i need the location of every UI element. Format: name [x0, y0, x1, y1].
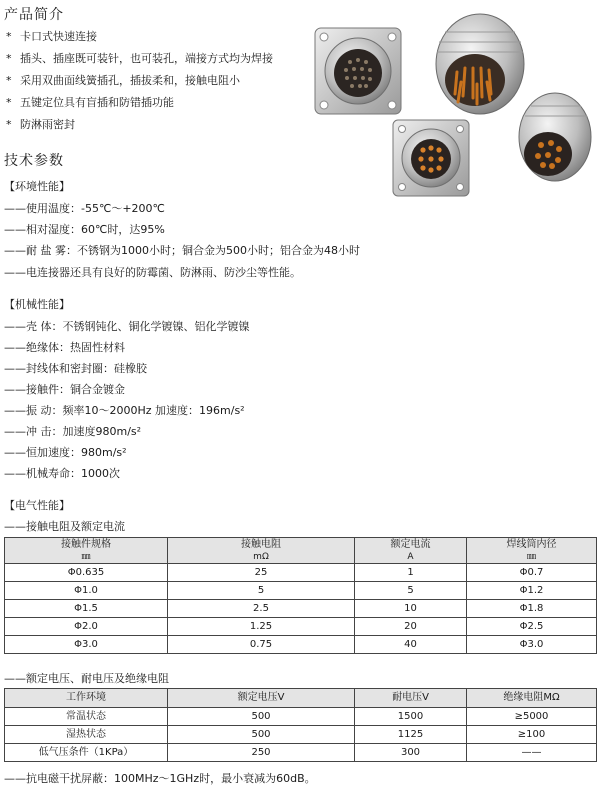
- table-cell: 0.75: [168, 636, 355, 654]
- table-cell: 1125: [355, 726, 467, 744]
- feature-item: [6, 72, 240, 88]
- table-cell: Φ1.0: [5, 582, 168, 600]
- table-row: [5, 744, 597, 762]
- feature-text: 五键定位具有盲插和防错插功能: [20, 96, 174, 109]
- table-cell: Φ1.2: [467, 582, 597, 600]
- feature-text: 插头、插座既可装针，也可装孔，端接方式均为焊接: [20, 52, 273, 65]
- contact-spec-table: [4, 537, 597, 654]
- table-row: [5, 636, 597, 654]
- table-cell: Φ1.5: [5, 600, 168, 618]
- table-row: [5, 708, 597, 726]
- connector-photo: [305, 2, 597, 202]
- table-cell: Φ3.0: [5, 636, 168, 654]
- table-header-cell: 焊线筒内径 ㎜: [467, 538, 597, 564]
- elec-heading: 【电气性能】: [4, 499, 70, 512]
- feature-text: 防淋雨密封: [20, 118, 75, 131]
- table-row: [5, 618, 597, 636]
- bullet-icon: *: [6, 30, 12, 43]
- plug-connector-2: [436, 14, 524, 114]
- mech-line: ——机械寿命：1000次: [4, 467, 120, 480]
- feature-item: [6, 116, 75, 132]
- table-cell: Φ2.5: [467, 618, 597, 636]
- env-line: ——电连接器还具有良好的防霉菌、防淋雨、防沙尘等性能。: [4, 266, 301, 279]
- table-cell: Φ0.635: [5, 564, 168, 582]
- table-cell: 40: [355, 636, 467, 654]
- mech-line: ——振 动：频率10～2000Hz 加速度：196m/s²: [4, 404, 245, 417]
- table-cell: 20: [355, 618, 467, 636]
- feature-text: 卡口式快速连接: [20, 30, 97, 43]
- env-line: ——耐 盐 雾：不锈钢为1000小时；铜合金为500小时；铝合金为48小时: [4, 244, 360, 257]
- bullet-icon: *: [6, 118, 12, 131]
- table-cell: 500: [168, 726, 355, 744]
- table-cell: 低气压条件（1KPa）: [5, 744, 168, 762]
- table-header-cell: 工作环境: [5, 689, 168, 708]
- table-cell: Φ3.0: [467, 636, 597, 654]
- intro-title: 产品简介: [4, 7, 64, 23]
- table-header-row: [5, 538, 597, 564]
- tech-title: 技术参数: [4, 153, 64, 169]
- table-cell: 300: [355, 744, 467, 762]
- table-cell: 常温状态: [5, 708, 168, 726]
- emi-shielding-line: ——抗电磁干扰屏蔽：100MHz～1GHz时，最小衰减为60dB。: [4, 772, 316, 785]
- table-cell: ≥5000: [467, 708, 597, 726]
- table-cell: 250: [168, 744, 355, 762]
- feature-item: [6, 94, 174, 110]
- table-cell: 1: [355, 564, 467, 582]
- table-header-cell: 额定电压V: [168, 689, 355, 708]
- table-cell: 25: [168, 564, 355, 582]
- table-cell: 1500: [355, 708, 467, 726]
- table-row: [5, 564, 597, 582]
- table-cell: 湿热状态: [5, 726, 168, 744]
- table-header-cell: 耐电压V: [355, 689, 467, 708]
- mech-line: ——绝缘体：热固性材料: [4, 341, 125, 354]
- mech-line: ——封线体和密封圈：硅橡胶: [4, 362, 147, 375]
- plug-connector-4: [519, 93, 591, 181]
- bullet-icon: *: [6, 74, 12, 87]
- bullet-icon: *: [6, 52, 12, 65]
- mech-line: ——冲 击：加速度980m/s²: [4, 425, 142, 438]
- table-cell: Φ2.0: [5, 618, 168, 636]
- table-cell: Φ1.8: [467, 600, 597, 618]
- table-row: [5, 726, 597, 744]
- table-row: [5, 600, 597, 618]
- table-cell: 10: [355, 600, 467, 618]
- voltage-spec-table: [4, 688, 597, 762]
- elec-sub-contact: ——接触电阻及额定电流: [4, 520, 125, 533]
- table-header-row: [5, 689, 597, 708]
- table-header-cell: 接触电阻 mΩ: [168, 538, 355, 564]
- table-cell: 1.25: [168, 618, 355, 636]
- table-cell: ——: [467, 744, 597, 762]
- table-cell: 500: [168, 708, 355, 726]
- table-header-cell: 接触件规格 ㎜: [5, 538, 168, 564]
- mech-line: ——恒加速度：980m/s²: [4, 446, 127, 459]
- mech-line: ——接触件：铜合金镀金: [4, 383, 125, 396]
- feature-text: 采用双曲面线簧插孔，插拔柔和，接触电阻小: [20, 74, 240, 87]
- table-header-cell: 绝缘电阻MΩ: [467, 689, 597, 708]
- table-cell: ≥100: [467, 726, 597, 744]
- mech-line: ——壳 体：不锈钢钝化、铜化学镀镍、铝化学镀镍: [4, 320, 250, 333]
- table-cell: 5: [168, 582, 355, 600]
- env-line: ——相对湿度：60℃时，达95%: [4, 223, 165, 236]
- table-row: [5, 582, 597, 600]
- bullet-icon: *: [6, 96, 12, 109]
- elec-sub-voltage: ——额定电压、耐电压及绝缘电阻: [4, 672, 169, 685]
- table-cell: 2.5: [168, 600, 355, 618]
- env-line: ——使用温度：-55℃～+200℃: [4, 202, 165, 215]
- feature-item: [6, 50, 273, 66]
- table-header-cell: 额定电流 A: [355, 538, 467, 564]
- table-cell: Φ0.7: [467, 564, 597, 582]
- receptacle-connector-3: [393, 120, 469, 196]
- env-heading: 【环境性能】: [4, 180, 70, 193]
- feature-item: [6, 28, 97, 44]
- mech-heading: 【机械性能】: [4, 298, 70, 311]
- table-cell: 5: [355, 582, 467, 600]
- receptacle-connector-1: [315, 28, 401, 114]
